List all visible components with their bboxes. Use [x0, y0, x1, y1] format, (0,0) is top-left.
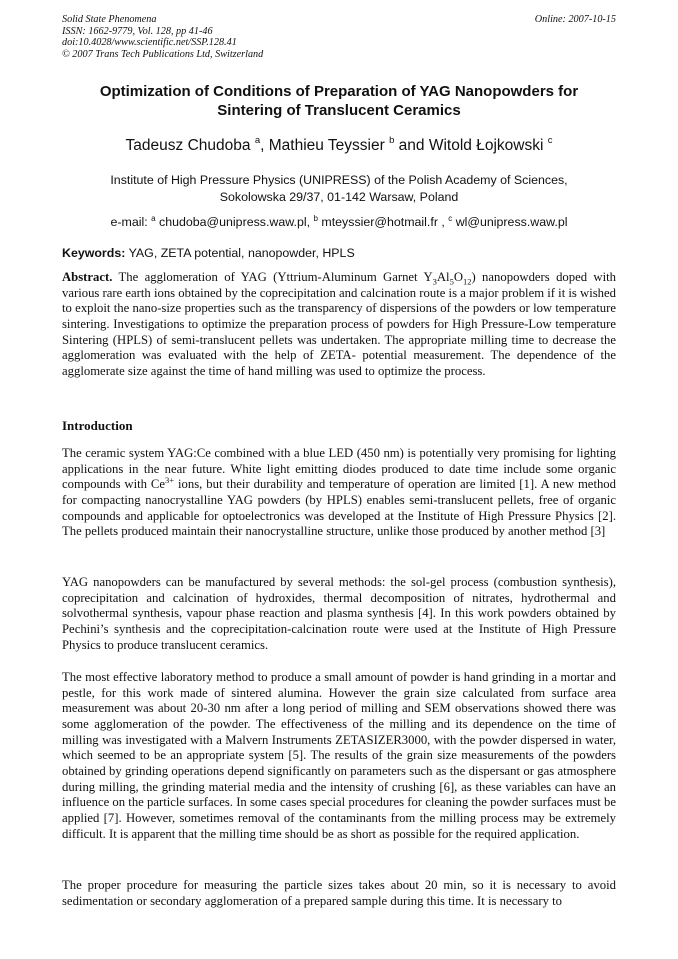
subscript: 5 [449, 276, 454, 287]
title-line-2: Sintering of Translucent Ceramics [217, 102, 461, 119]
email-address[interactable]: mteyssier@hotmail.fr , [317, 215, 449, 229]
keywords-text: YAG, ZETA potential, nanopowder, HPLS [125, 246, 355, 260]
section-heading: Introduction [62, 418, 133, 433]
author-separator: , [260, 137, 269, 154]
paragraph-text: ions, but their durability and temperature of operation are limited [1]. A new method for compacting nanocrystalline YAG powders (by HPLS) enables semi-translucent pellets, free of organic compounds and applicable for optoelectronics was developed at the Institute of High Pressure Physics [2]. The pellets produced maintain their nanocrystalline structure, unlike those produced by another method [3] [62, 477, 616, 539]
affiliation-line-1: Institute of High Pressure Physics (UNIPRESS) of the Polish Academy of Sciences, [110, 173, 568, 187]
abstract-text: O [453, 270, 463, 284]
email-prefix: e-mail: [110, 215, 152, 229]
paper-title [62, 82, 616, 120]
journal-copyright: © 2007 Trans Tech Publications Ltd, Switzerland [62, 48, 264, 60]
abstract-label: Abstract. [62, 270, 113, 284]
journal-issn: ISSN: 1662-9779, Vol. 128, pp 41-46 [62, 25, 213, 37]
author-list [62, 136, 616, 158]
journal-name: Solid State Phenomena [62, 14, 157, 25]
keywords-label: Keywords: [62, 246, 126, 260]
abstract-text: The agglomeration of YAG (Yttrium-Aluminum Garnet Y [112, 270, 433, 284]
affiliation [62, 172, 616, 205]
author-name: Mathieu Teyssier [268, 137, 385, 154]
online-date: Online: 2007-10-15 [534, 14, 616, 25]
email-mark: a [151, 214, 156, 223]
affiliation-line-2: Sokolowska 29/37, 01-142 Warsaw, Poland [219, 189, 459, 204]
abstract [62, 270, 616, 380]
email-address[interactable]: wl@unipress.waw.pl [452, 215, 568, 229]
subscript: 3 [432, 276, 437, 287]
author-mark: a [254, 135, 261, 146]
email-mark: b [313, 214, 318, 223]
paragraph: The most effective laboratory method to produce a small amount of powder is hand grinding in a mortar and pestle, for this work made of sintered alumina. However the grain size calculated from surface area measurement was about 20-30 nm after a long period of milling and SEM observations showed there was some agglomeration of the powder. The effectiveness of the milling and its dependence on the time of milling was investigated with a Malvern Instruments ZETASIZER3000, with the powder dispersed in water, which seemed to be an appropriate system [5]. The results of the grain size measurements of the powders obtained by grinding operations depend significantly on parameters such as the dispersant or gas atmosphere during milling, the grinding material media and the intensity of crushing [6], as these variables can have an influence on the particle surfaces. In some cases special procedures for cleaning the powder surfaces must be applied [7]. However, sometimes removal of the contaminants from the milling process may be extremely difficult. It is apparent that the milling time should be as short as possible for the required application. [62, 670, 616, 841]
title-line-1: Optimization of Conditions of Preparation of YAG Nanopowders for [99, 83, 579, 100]
author-name: Tadeusz Chudoba [125, 137, 251, 154]
paragraph: The proper procedure for measuring the particle sizes takes about 20 min, so it is necessary to avoid sedimentation or secondary agglomeration of a prepared sample during this time. It is necessary to [62, 878, 616, 908]
paragraph: YAG nanopowders can be manufactured by several methods: the sol-gel process (combustion synthesis), coprecipitation and calcination of hydroxides, thermal decomposition of nitrates, hydrothermal and solvothermal synthesis, vapour phase reaction and plasma synthesis [4]. In this work powders obtained by Pechini’s synthesis and the coprecipitation-calcination route were used at the Institute of High Pressure Physics to produce translucent ceramics. [62, 575, 616, 652]
paragraph [62, 446, 616, 540]
subscript: 12 [462, 276, 472, 287]
journal-header [62, 14, 616, 60]
author-and: and [394, 137, 429, 154]
abstract-text: Al [436, 270, 450, 284]
superscript: 3+ [165, 475, 175, 486]
journal-doi: doi:10.4028/www.scientific.net/SSP.128.41 [62, 37, 237, 49]
paragraph-text: The ceramic system YAG:Ce combined with a blue LED (450 nm) is potentially very promising for lighting applications in the near future. White light emitting diodes produced to date time include some organic compounds with Ce [62, 446, 616, 492]
author-mark: b [389, 135, 395, 146]
email-mark: c [448, 214, 453, 223]
keywords [62, 245, 616, 261]
author-name: Witold Łojkowski [428, 137, 544, 154]
author-mark: c [547, 135, 553, 146]
email-address[interactable]: chudoba@unipress.waw.pl, [155, 215, 314, 229]
abstract-text: ) nanopowders doped with various rare earth ions obtained by the coprecipitation and calcination route is a major problem if it is wished to exploit the nano-size properties such as the transparency of dispersions of the powders or low temperature sintering. Investigations to optimize the preparation process of powders for High Pressure-Low temperature Sintering (HPLS) of semi-translucent pellets was undertaken. The appropriate milling time to decrease the agglomeration was evaluated with the help of ZETA- potential measurement. The dependence of the agglomerate size against the time of hand milling was used to optimize the process. [62, 270, 616, 378]
author-emails [62, 214, 616, 232]
